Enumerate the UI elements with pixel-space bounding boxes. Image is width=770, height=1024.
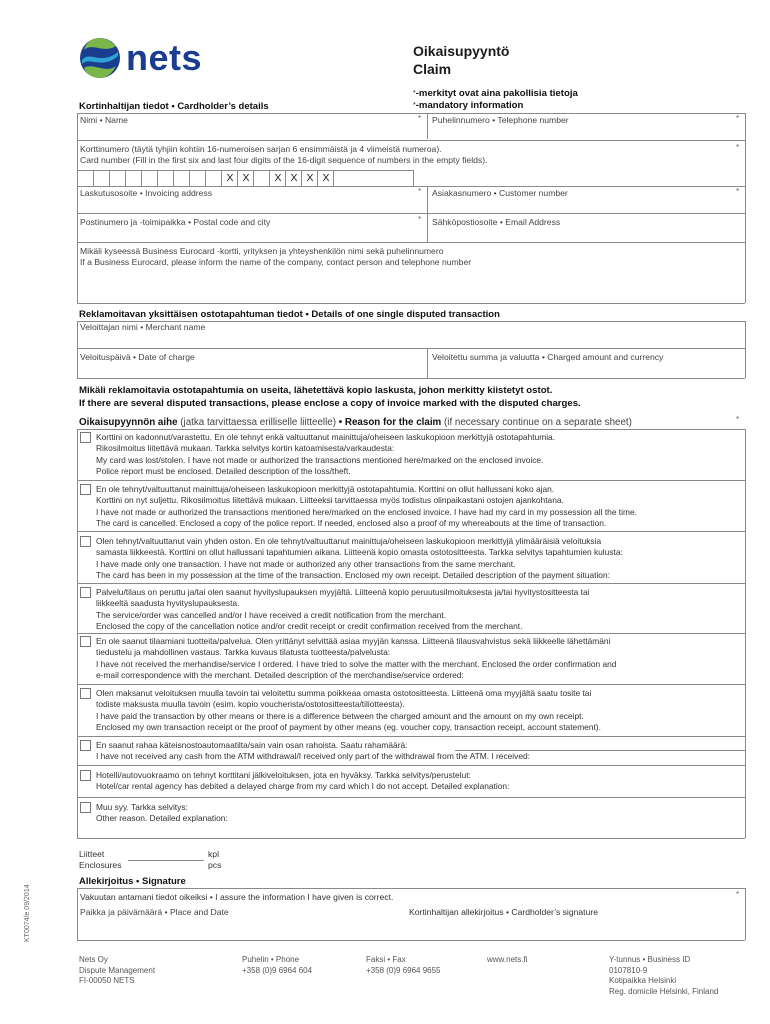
mandatory-mark-2: * xyxy=(413,102,416,109)
claim-option-line: I have not received the merhandise/service I ordered. I have tried to solve the matter with the merchant. Enclosed the order confirmation and xyxy=(96,658,617,669)
claim-option-checkbox[interactable] xyxy=(80,770,91,781)
signature-heading: Allekirjoitus • Signature xyxy=(79,876,186,887)
claim-option-line: todiste maksusta muulla tavoin (esim. kopio voucherista/ostotositteesta/tiliotteesta). xyxy=(96,699,405,710)
title-en: Claim xyxy=(413,61,452,77)
card-required-mark: * xyxy=(736,143,740,152)
signature-required-mark: * xyxy=(736,890,740,899)
form-code: KT0074/e 09/2014 xyxy=(24,884,31,942)
card-number-label-en: Card number (Fill in the first six and last four digits of the 16-digit sequence of numbers in the empty fields). xyxy=(80,155,488,165)
claim-option-line: En saanut rahaa käteisnostoautomaatilta/sain vain osan rahoista. Saatu rahamäärä: xyxy=(96,740,408,750)
footer-website-link[interactable]: www.nets.fi xyxy=(487,955,528,964)
claim-option-line: e-mail correspondence with the merchant. Detailed description of the merchandise/service ordered: xyxy=(96,669,464,680)
assure-statement: Vakuutan antamani tiedot oikeiksi • I assure the information I have given is correct. xyxy=(80,892,394,902)
footer-line: Puhelin • Phone xyxy=(242,955,300,964)
phone-field[interactable] xyxy=(432,115,742,139)
claim-option-text xyxy=(96,636,616,681)
claim-option-line: samasta liikkeestä. Korttini on ollut hallussani tapahtumien aikana. Liitteenä kopio omasta ostotositteesta. Tarkka selvitys tapahtumien kulusta: xyxy=(96,547,623,558)
card-mask-digit: X xyxy=(290,172,298,184)
claim-option-checkbox[interactable] xyxy=(80,536,91,547)
claim-option-line: I have not received any cash from the ATM withdrawal/I received only part of the withdrawal from the ATM. I received: xyxy=(96,751,530,762)
claim-option-line: Enclosed the copy of the cancellation notice and/or credit receipt or credit confirmation received from the merchant. xyxy=(96,620,523,631)
claim-option-checkbox[interactable] xyxy=(80,484,91,495)
attachments-count-field[interactable] xyxy=(128,860,204,861)
attachments-fi: Liitteet xyxy=(79,849,105,859)
claim-option-text xyxy=(96,770,509,793)
claim-option-checkbox[interactable] xyxy=(80,432,91,443)
claim-heading-fi-note: (jatka tarvittaessa erilliselle liitteelle) xyxy=(180,417,336,428)
footer-line: 0107810-9 xyxy=(609,965,648,975)
name-required-mark: * xyxy=(418,114,422,123)
email-label: Sähköpostiosoite • Email Address xyxy=(432,217,561,227)
phone-required-mark: * xyxy=(736,114,740,123)
attachments-unit-fi: kpl xyxy=(208,849,219,859)
claim-option-line: My card was lost/stolen. I have not made or authorized the transactions mentioned here/marked on the enclosed invoice. xyxy=(96,454,544,465)
claim-option-checkbox[interactable] xyxy=(80,636,91,647)
attachments-unit-en: pcs xyxy=(208,859,222,870)
claim-option-text xyxy=(96,484,637,529)
mandatory-en: -mandatory information xyxy=(415,100,524,111)
claim-option-line: En ole tehnyt/valtuuttanut mainittuja/oheiseen laskukopioon merkittyjä ostotapahtumia. Korttini on ollut hallussani koko ajan. xyxy=(96,484,555,494)
card-mask-digit: X xyxy=(274,172,282,184)
logo-wordmark: nets xyxy=(126,37,203,78)
postal-required-mark: * xyxy=(418,215,422,224)
footer-line: Dispute Management xyxy=(79,965,156,975)
postal-field[interactable] xyxy=(80,217,425,241)
footer-phone xyxy=(242,955,312,976)
claim-option-line: Korttini on nyt suljettu. Rikosilmoitus liitettävä mukaan. Liitteeksi tarvittaessa myös todistus olinpaikastani ostojen ajankohtana. xyxy=(96,495,564,506)
claim-option-line: Police report must be enclosed. Detailed description of the loss/theft. xyxy=(96,465,351,476)
cardholder-signature-label: Kortinhaltijan allekirjoitus • Cardholder’s signature xyxy=(409,907,598,917)
claim-option-line: tiedustelu ja mahdollinen vastaus. Tarkka kuvaus tilatusta tuotteesta/palvelusta: xyxy=(96,647,391,658)
claim-heading-en-note: (if necessary continue on a separate sheet) xyxy=(444,417,632,428)
claim-option-line: Olen tehnyt/valtuuttanut vain yhden oston. En ole tehnyt/valtuuttanut mainittuja/oheiseen laskukopioon merkittyjä ylimääräisiä veloituksia xyxy=(96,536,602,546)
claim-heading-fi: Oikaisupyynnön aihe xyxy=(79,417,178,428)
charge-date-field[interactable] xyxy=(80,352,425,376)
claim-option-line: Olen maksanut veloituksen muulla tavoin tai veloitettu summa poikkeaa omasta ostotositteesta. Liitteenä oma myyjältä saatu tosite tai xyxy=(96,688,592,698)
footer-business-id xyxy=(609,955,718,997)
claim-heading-sep: • xyxy=(338,417,343,428)
claim-heading xyxy=(79,416,632,429)
claim-required-mark: * xyxy=(736,415,740,424)
claim-option-line: liikkeeltä saadusta hyvityslupauksesta. xyxy=(96,598,240,609)
claim-option-line: En ole saanut tilaamiani tuotteita/palvelua. Olen yrittänyt selvittää asiaa myyjän kanssa. Liitteenä tilausvahvistus sekä liikkeelle lähettämäni xyxy=(96,636,611,646)
card-mask-digit: X xyxy=(322,172,330,184)
claim-option-line: Hotel/car rental agency has debited a delayed charge from my card which I do not accept. Detailed explanation: xyxy=(96,781,510,792)
invoicing-label: Laskutusosoite • Invoicing address xyxy=(80,188,212,198)
footer-line: FI-00050 NETS xyxy=(79,976,135,985)
place-date-field[interactable] xyxy=(80,907,400,937)
nets-logo-icon xyxy=(78,36,122,80)
postal-label: Postinumero ja -toimipaikka • Postal code and city xyxy=(80,217,271,227)
name-field[interactable] xyxy=(80,115,425,139)
claim-option-line: I have made only one transaction. I have not made or authorized any other transactions from the same merchant. xyxy=(96,558,516,569)
claim-option-text xyxy=(96,536,623,581)
claim-option-line: Other reason. Detailed explanation: xyxy=(96,813,228,824)
email-field[interactable] xyxy=(432,217,742,241)
footer-company xyxy=(79,955,155,987)
merchant-name-label: Veloittajan nimi • Merchant name xyxy=(80,322,206,332)
card-mask-digit: X xyxy=(242,172,250,184)
claim-option-line: Korttini on kadonnut/varastettu. En ole tehnyt enkä valtuuttanut mainittuja/oheiseen laskukopioon merkittyjä ostotapahtumia. xyxy=(96,432,556,442)
claim-option-line: Muu syy. Tarkka selvitys: xyxy=(96,802,188,812)
merchant-name-field[interactable] xyxy=(80,322,742,348)
footer-line: Y-tunnus • Business ID xyxy=(609,955,691,964)
customer-number-field[interactable] xyxy=(432,188,742,212)
mandatory-mark: * xyxy=(413,90,416,97)
charged-amount-label: Veloitettu summa ja valuutta • Charged amount and currency xyxy=(432,352,664,362)
footer-line: Kotipaikka Helsinki xyxy=(609,976,677,985)
business-label-en: If a Business Eurocard, please inform the name of the company, contact person and telephone number xyxy=(80,257,472,267)
footer-line: Nets Oy xyxy=(79,955,108,964)
claim-option-text xyxy=(96,688,601,733)
customer-required-mark: * xyxy=(736,187,740,196)
claim-option-line: Hotelli/autovuokraamo on tehnyt korttitani jälkiveloituksen, jota en hyväksy. Tarkka selvitys/perustelut: xyxy=(96,770,471,780)
footer-line: +358 (0)9 6964 604 xyxy=(242,965,313,975)
cardholder-signature-field[interactable] xyxy=(409,907,741,937)
charged-amount-field[interactable] xyxy=(432,352,742,376)
footer-fax xyxy=(366,955,441,976)
footer-line: Faksi • Fax xyxy=(366,955,406,964)
claim-option-line: The card is cancelled. Enclosed a copy of the police report. If needed, enclosed also a proof of my whereabouts at the time of transaction. xyxy=(96,517,607,528)
claim-option-line: The service/order was cancelled and/or I have received a credit notification from the merchant. xyxy=(96,609,447,620)
footer-line: Reg. domicile Helsinki, Finland xyxy=(609,986,719,996)
transaction-heading: Reklamoitavan yksittäisen ostotapahtuman tiedot • Details of one single disputed transaction xyxy=(79,309,500,320)
name-label: Nimi • Name xyxy=(80,115,128,125)
claim-option-line: I have paid the transaction by other means or there is a difference between the charged amount and the amount on my own receipt. xyxy=(96,710,584,721)
claim-heading-en: Reason for the claim xyxy=(344,417,442,428)
attachments-label xyxy=(79,849,122,870)
claim-option-line: Enclosed my own transaction receipt or the proof of payment by other means (eg. voucher copy, transaction receipt, account statement). xyxy=(96,721,601,732)
claim-option-checkbox[interactable] xyxy=(80,688,91,699)
phone-label: Puhelinnumero • Telephone number xyxy=(432,115,569,125)
nets-logo xyxy=(78,36,208,80)
card-mask-digit: X xyxy=(306,172,314,184)
cardholder-heading: Kortinhaltijan tiedot • Cardholder’s details xyxy=(79,101,269,112)
claim-option-checkbox[interactable] xyxy=(80,740,91,751)
claim-option-text xyxy=(96,432,555,477)
claim-option-line: Rikosilmoitus liitettävä mukaan. Tarkka selvitys kortin katoamisesta/varkaudesta: xyxy=(96,443,395,454)
form-title xyxy=(413,42,509,78)
attachments-unit xyxy=(208,849,221,870)
footer-line: +358 (0)9 6964 9655 xyxy=(366,965,441,975)
claim-option-text xyxy=(96,802,228,825)
claim-option-checkbox[interactable] xyxy=(80,587,91,598)
mandatory-fi: -merkityt ovat aina pakollisia tietoja xyxy=(415,88,578,99)
charge-date-label: Veloituspäivä • Date of charge xyxy=(80,352,195,362)
claim-option-line: Palvelu/tilaus on peruttu ja/tai olen saanut hyvityslupauksen myyjältä. Liitteenä kopio peruutusilmoituksesta ja/tai hyvitystositteesta tai xyxy=(96,587,590,597)
invoicing-field[interactable] xyxy=(80,188,425,212)
title-fi: Oikaisupyyntö xyxy=(413,43,510,59)
customer-number-label: Asiakasnumero • Customer number xyxy=(432,188,568,198)
mandatory-note xyxy=(413,88,578,112)
claim-option-checkbox[interactable] xyxy=(80,802,91,813)
card-mask-digit: X xyxy=(226,172,234,184)
card-number-label-fi: Korttinumero (täytä tyhjiin kohtiin 16-numeroisen sarjan 6 ensimmäistä ja 4 viimeistä numeroa). xyxy=(80,144,442,154)
attachments-en: Enclosures xyxy=(79,859,122,870)
claim-option-text xyxy=(96,587,589,632)
business-label-fi: Mikäli kyseessä Business Eurocard -kortti, yrityksen ja yhteyshenkilön nimi sekä puhelinnumero xyxy=(80,246,444,256)
claim-option-line: I have not made or authorized the transactions mentioned here/marked on the enclosed invoice. I have had my card in my possession all the time. xyxy=(96,506,637,517)
invoicing-required-mark: * xyxy=(418,187,422,196)
claim-option-text xyxy=(96,740,530,763)
place-date-label: Paikka ja päivämäärä • Place and Date xyxy=(80,907,229,917)
several-transactions-en: If there are several disputed transactions, please enclose a copy of invoice marked with the disputed charges. xyxy=(79,398,581,409)
several-transactions-fi: Mikäli reklamoitavia ostotapahtumia on useita, lähetettävä kopio laskusta, johon merkitty kiistetyt ostot. xyxy=(79,385,553,396)
claim-option-line: The card has been in my possession at the time of the transaction. Enclosed my own receipt. Detailed description of the payment situation: xyxy=(96,569,610,580)
